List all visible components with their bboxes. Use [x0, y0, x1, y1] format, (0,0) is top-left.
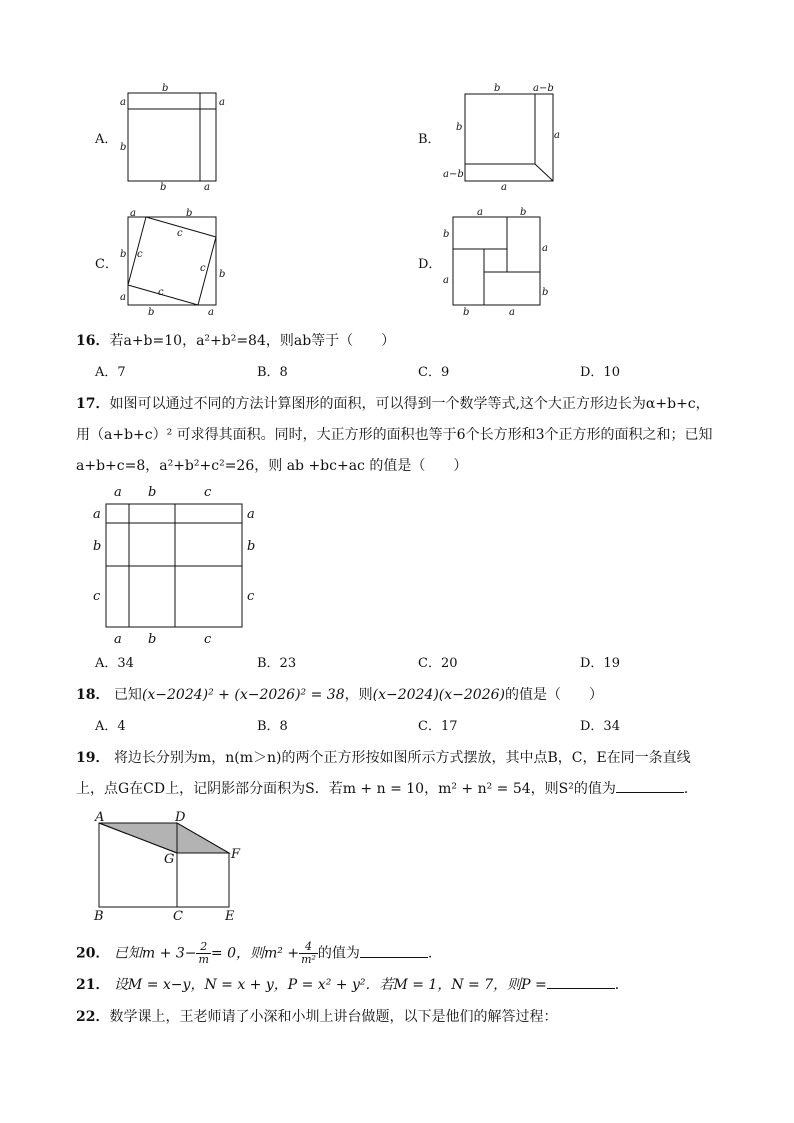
- question-line-1: 如图可以通过不同的方法计算图形的面积，可以得到一个数学等式,这个大正方形边长为α+b+c，: [109, 396, 710, 412]
- fig-c-c2: c: [137, 249, 143, 260]
- fig-c-c4: c: [158, 287, 164, 298]
- q17-top-b: b: [148, 485, 157, 500]
- stem-suffix: 的值为: [317, 945, 360, 962]
- fig-a-left-b: b: [120, 142, 127, 153]
- q17-left-c: c: [93, 589, 101, 604]
- equation-prefix: 已知m + 3−: [113, 945, 197, 962]
- q18-option-d[interactable]: D．34: [580, 719, 620, 734]
- answer-blank[interactable]: [547, 976, 615, 989]
- question-line-1: 将边长分别为m，n(m＞n)的两个正方形按如图所示方式摆放，其中点B，C，E在同一条直线: [113, 750, 691, 766]
- q17-option-d[interactable]: D．19: [580, 656, 620, 671]
- line-end: ．: [614, 977, 629, 993]
- q18-option-a[interactable]: A．4: [95, 719, 126, 734]
- q17-option-a[interactable]: A．34: [95, 656, 134, 671]
- fig-c-top-b: b: [186, 208, 193, 219]
- q17-bottom-a: a: [114, 632, 122, 647]
- option-c-label: C．: [95, 257, 118, 272]
- question-number: 21．: [76, 977, 110, 993]
- fraction-2-over-m: $\frac{2}{m}$: [198, 940, 209, 966]
- question-number: 22．: [76, 1009, 110, 1025]
- question-line-2: 上，点G在CD上，记阴影部分面积为S．若m + n = 10，m² + n² = 54，则S²的值为: [76, 781, 616, 797]
- point-d: D: [175, 810, 186, 825]
- fig-d-bottom-b: b: [463, 307, 470, 318]
- point-c: C: [173, 909, 183, 923]
- figure-b: [440, 80, 570, 195]
- fig-b-top-b: b: [494, 83, 501, 94]
- line-end: .: [427, 945, 433, 962]
- answer-blank[interactable]: [360, 945, 428, 958]
- fig-c-left-a: a: [120, 292, 126, 303]
- fig-a-bottom-b: b: [160, 182, 167, 193]
- fig-d-right-a: a: [542, 243, 548, 254]
- fig-c-top-a: a: [130, 208, 136, 219]
- q17-right-b: b: [247, 539, 256, 554]
- fig-b-left-b: b: [456, 122, 463, 133]
- fig-c-left-b: b: [120, 249, 127, 260]
- fig-a-right-a: a: [219, 97, 225, 108]
- fig-c-c1: c: [177, 228, 183, 239]
- q16-option-a[interactable]: A．7: [95, 365, 126, 380]
- fig-d-right-b: b: [542, 287, 549, 298]
- fig-d-left-a: a: [443, 275, 449, 286]
- q17-bottom-c: c: [204, 632, 212, 647]
- stem-prefix: 已知: [113, 687, 142, 703]
- q18-option-c[interactable]: C．17: [418, 719, 458, 734]
- q17-right-c: c: [247, 589, 255, 604]
- question-stem: 设M = x−y，N = x + y，P = x² + y²．若M = 1，N = 7，则P =: [113, 977, 547, 993]
- q17-left-a: a: [93, 507, 101, 522]
- stem-suffix: 的值是（ ）: [504, 687, 603, 703]
- q17-right-a: a: [247, 507, 255, 522]
- figure-a: [112, 80, 232, 195]
- question-line-2: 用（a+b+c）² 可求得其面积。同时，大正方形的面积也等于6个长方形和3个正方形的面积之和；已知: [76, 427, 713, 443]
- stem-mid: ，则: [344, 687, 373, 703]
- option-d-label: D．: [418, 257, 442, 272]
- fig-c-bottom-b: b: [148, 307, 155, 318]
- expression-2: (x−2024)(x−2026): [372, 687, 505, 703]
- q16-option-b[interactable]: B．8: [257, 365, 288, 380]
- fig-d-left-b: b: [443, 229, 450, 240]
- fig-b-bottom-a: a: [501, 182, 507, 193]
- fig-a-left-a: a: [120, 97, 126, 108]
- figure-d: [440, 205, 565, 320]
- q17-option-b[interactable]: B．23: [257, 656, 297, 671]
- question-stem: 数学课上，王老师请了小深和小圳上讲台做题，以下是他们的解答过程：: [109, 1009, 558, 1025]
- fig-b-left-amb: a−b: [443, 169, 464, 180]
- q16-option-c[interactable]: C．9: [418, 365, 450, 380]
- q17-top-c: c: [204, 485, 212, 500]
- question-number: 16．: [76, 333, 110, 349]
- fig-d-top-b: b: [520, 207, 527, 218]
- question-number: 18．: [76, 687, 110, 703]
- q17-grid-figure: [85, 482, 265, 647]
- equation-mid: = 0，则m² +: [210, 945, 300, 962]
- point-f: F: [231, 847, 241, 862]
- fig-b-top-amb: a−b: [533, 83, 554, 94]
- point-b: B: [94, 909, 104, 923]
- equation-1: (x−2024)² + (x−2026)² = 38: [141, 687, 345, 703]
- answer-blank[interactable]: [616, 780, 684, 793]
- question-line-3: a+b+c=8，a²+b²+c²=26，则 ab +bc+ac 的值是（ ）: [76, 458, 468, 474]
- question-number: 17．: [76, 396, 110, 412]
- point-a: A: [95, 810, 105, 825]
- q17-top-a: a: [114, 485, 122, 500]
- q16-option-d[interactable]: D．10: [580, 365, 620, 380]
- question-stem: 若a+b=10，a²+b²=84，则ab等于（ ）: [109, 333, 396, 349]
- q18-option-b[interactable]: B．8: [257, 719, 288, 734]
- fig-a-bottom-a: a: [204, 182, 210, 193]
- q17-bottom-b: b: [148, 632, 157, 647]
- point-g: G: [164, 852, 175, 867]
- fig-a-top-b: b: [162, 83, 169, 94]
- question-number: 19．: [76, 750, 110, 766]
- figure-c: [112, 205, 237, 320]
- point-e: E: [225, 909, 235, 923]
- q17-left-b: b: [93, 539, 102, 554]
- question-number: 20．: [76, 945, 110, 962]
- option-b-label: B．: [418, 132, 441, 147]
- fig-c-right-b: b: [219, 269, 226, 280]
- line-end: ．: [683, 781, 698, 797]
- q17-option-c[interactable]: C．20: [418, 656, 458, 671]
- fig-d-top-a: a: [477, 207, 483, 218]
- fig-c-bottom-a: a: [208, 307, 214, 318]
- fraction-4-over-m2: $\frac{4}{\text{m²}}$: [301, 940, 316, 966]
- option-a-label: A．: [95, 132, 118, 147]
- fig-d-bottom-a: a: [509, 307, 515, 318]
- fig-c-c3: c: [200, 263, 206, 274]
- q19-squares-figure: [88, 808, 258, 923]
- fig-b-right-a: a: [554, 130, 560, 141]
